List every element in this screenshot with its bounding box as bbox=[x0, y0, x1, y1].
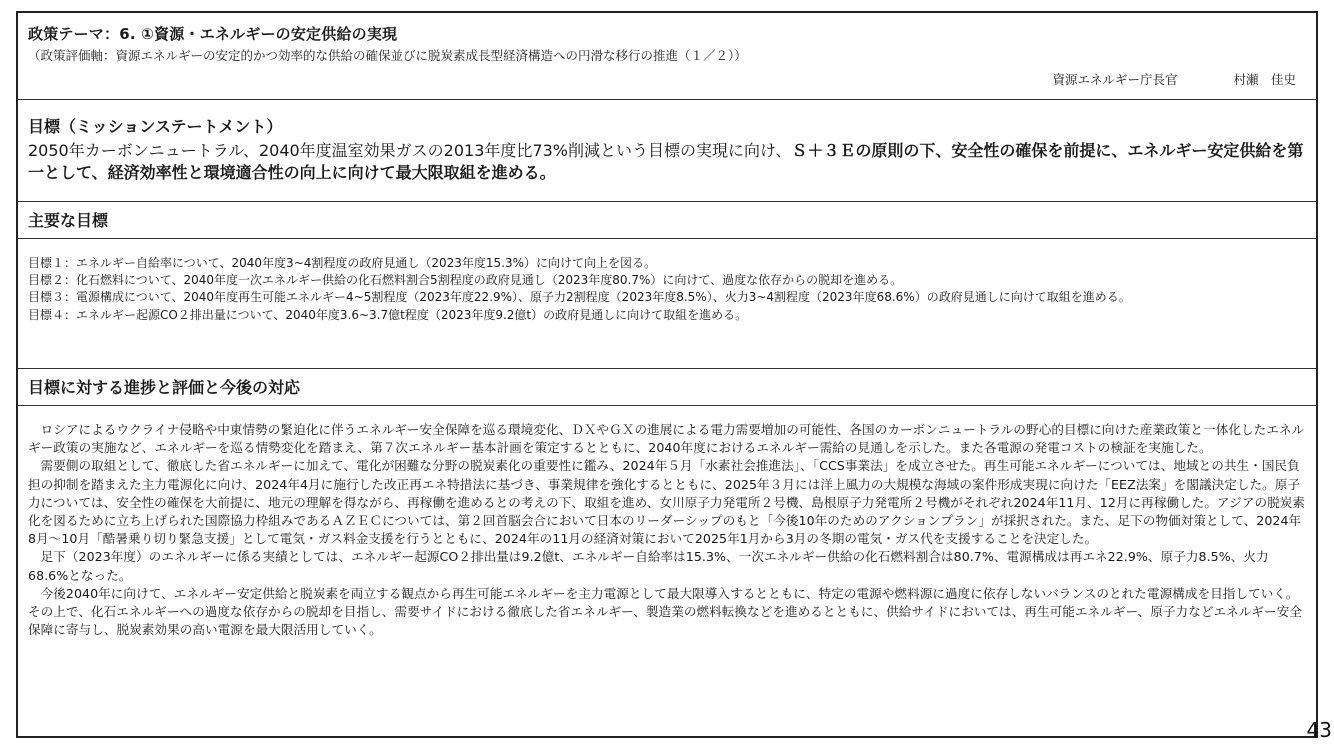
goals-section bbox=[18, 239, 1316, 369]
policy-theme-title: 政策テーマ：6. ①資源・エネルギーの安定供給の実現 bbox=[28, 25, 398, 43]
goal-item-2: 目標２：化石燃料について、2040年度一次エネルギー供給の化石燃料割合5割程度の政府見通し（2023年度80.7%）に向けて、過度な依存からの脱却を進める。 bbox=[28, 273, 903, 288]
mission-text-bold: Ｓ＋３Ｅの原則の下、安全性の確保を前提に、エネルギー安定供給を第一として、経済効率性と環境適合性の向上に向けて最大限取組を進める。 bbox=[28, 141, 1304, 182]
progress-paragraph-3: 足下（2023年度）のエネルギーに係る実績としては、エネルギー起源CO２排出量は9.2億t、エネルギー自給率は15.3%、一次エネルギー供給の化石燃料割合は80.7%、電源構成は再エネ22.9%、原子力8.5%、火力68.6%となった。 bbox=[28, 549, 1269, 583]
policy-evaluation-axis: （政策評価軸：資源エネルギーの安定的かつ効率的な供給の確保並びに脱炭素成長型経済構造への円滑な移行の推進（１／２）） bbox=[28, 48, 747, 63]
mission-title: 目標（ミッションステートメント） bbox=[28, 117, 283, 136]
progress-paragraph-1: ロシアによるウクライナ侵略や中東情勢の緊迫化に伴うエネルギー安全保障を巡る環境変化、ＤＸやＧＸの進展による電力需要増加の可能性、各国のカーボンニュートラルの野心的目標に向けた産業政策と一体化したエネルギー政策の実施など、エネルギーを巡る情勢変化を踏まえ、第７次エネルギー基本計画を策定するとともに、2040年度におけるエネルギー需給の見通しを示した。また各電源の発電コストの検証を実施した。 bbox=[28, 422, 1305, 456]
goals-header bbox=[18, 202, 1316, 239]
goal-item-4: 目標４：エネルギー起源CO２排出量について、2040年度3.6~3.7億t程度（2023年度9.2億t）の政府見通しに向けて取組を進める。 bbox=[28, 307, 748, 322]
owner-name: 村瀬 佳史 bbox=[1233, 72, 1296, 87]
owner-organization: 資源エネルギー庁長官 bbox=[1052, 72, 1178, 87]
mission-section bbox=[18, 100, 1316, 202]
header-section bbox=[18, 13, 1316, 100]
page-number: 43 bbox=[1306, 718, 1332, 742]
progress-header bbox=[18, 369, 1316, 406]
document-frame bbox=[16, 11, 1318, 738]
responsible-official bbox=[1052, 70, 1296, 88]
goals-title: 主要な目標 bbox=[28, 211, 109, 230]
progress-title: 目標に対する進捗と評価と今後の対応 bbox=[28, 378, 301, 397]
progress-section bbox=[18, 406, 1316, 736]
goal-item-1: 目標１：エネルギー自給率について、2040年度3~4割程度の政府見通し（2023年度15.3%）に向けて向上を図る。 bbox=[28, 256, 657, 270]
goal-item-3: 目標３：電源構成について、2040年度再生可能エネルギー4~5割程度（2023年度22.9%）、原子力2割程度（2023年度8.5%）、火力3~4割程度（2023年度68.6%）の政府見通しに向けて取組を進める。 bbox=[28, 290, 1131, 305]
mission-text-normal: 2050年カーボンニュートラル、2040年度温室効果ガスの2013年度比73%削減という目標の実現に向け、 bbox=[28, 141, 792, 160]
progress-paragraph-4: 今後2040年に向けて、エネルギー安定供給と脱炭素を両立する観点から再生可能エネルギーを主力電源として最大限導入するとともに、特定の電源や燃料源に過度に依存しないバランスのとれた電源構成を目指していく。その上で、化石エネルギーへの過度な依存からの脱却を目指し、需要サイドにおける徹底した省エネルギー、製造業の燃料転換などを進めるとともに、供給サイドにおいては、再生可能エネルギー、原子力などエネルギー安全保障に寄与し、脱炭素効果の高い電源を最大限活用していく。 bbox=[28, 585, 1302, 638]
mission-statement bbox=[28, 140, 1306, 184]
progress-paragraph-2: 需要側の取組として、徹底した省エネルギーに加えて、電化が困難な分野の脱炭素化の重要性に鑑み、2024年５月「水素社会推進法」、「CCS事業法」を成立させた。再生可能エネルギーについては、地域との共生・国民負担の抑制を踏まえた主力電源化に向け、2024年4月に施行した改正再エネ特措法に基づき、事業規律を強化するとともに、2025年３月には洋上風力の大規模な海域の案件形成実現に向けた「EEZ法案」を閣議決定した。原子力については、安全性の確保を大前提に、地元の理解を得ながら、再稼働を進めるとの考えの下、取組を進め、女川原子力発電所２号機、島根原子力発電所２号機がそれぞれ2024年11月、12月に再稼働した。アジアの脱炭素化を図るために立ち上げられた国際協力枠組みであるＡＺＥＣについては、第２回首脳会合において日本のリーダーシップのもと「今後10年のためのアクションプラン」が採択された。また、足下の物価対策として、2024年8月～10月「酷暑乗り切り緊急支援」として電気・ガス料金支援を行うとともに、2024年の11月の経済対策において2025年1月から3月の冬期の電気・ガス代を支援することを決定した。 bbox=[28, 458, 1306, 547]
